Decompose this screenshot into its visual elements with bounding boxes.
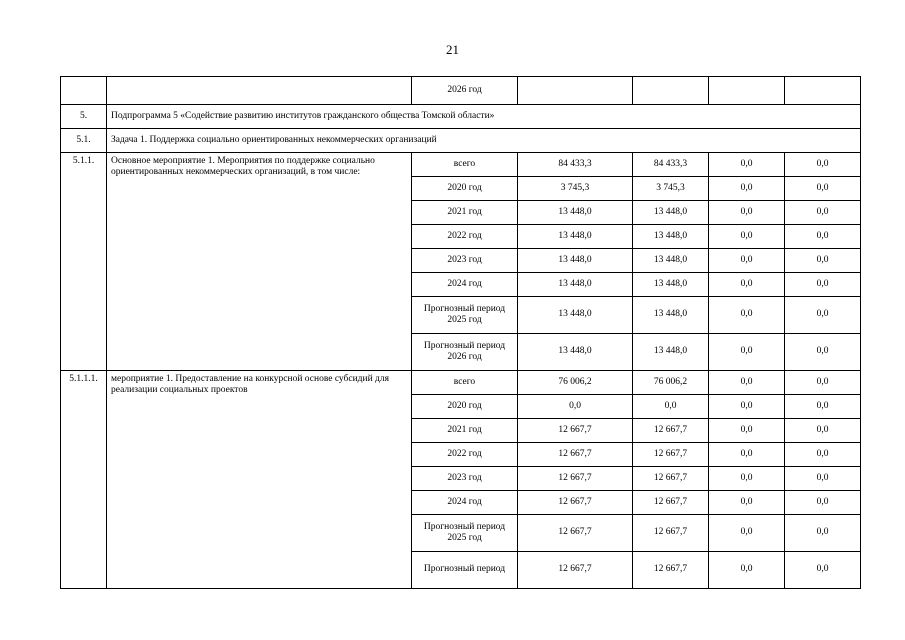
task-number: 5.1. — [61, 129, 107, 153]
item-number: 5.1.1. — [61, 153, 107, 371]
subprogram-row — [61, 105, 861, 129]
total-cell: 13 448,0 — [518, 273, 633, 297]
value-cell: 0,0 — [709, 395, 785, 419]
period-cell: Прогнозный период 2026 год — [412, 334, 518, 371]
total-cell: 3 745,3 — [518, 177, 633, 201]
value-cell: 0,0 — [633, 395, 709, 419]
period-cell: 2024 год — [412, 491, 518, 515]
table-row — [61, 77, 861, 105]
value-cell: 13 448,0 — [633, 249, 709, 273]
value-cell: 12 667,7 — [633, 419, 709, 443]
value-cell: 0,0 — [785, 552, 861, 589]
budget-table — [60, 76, 861, 589]
value-cell: 0,0 — [785, 515, 861, 552]
task-title: Задача 1. Поддержка социально ориентированных некоммерческих организаций — [107, 129, 861, 153]
period-cell: 2024 год — [412, 273, 518, 297]
value-cell: 3 745,3 — [633, 177, 709, 201]
subprogram-title: Подпрограмма 5 «Содействие развитию институтов гражданского общества Томской области» — [107, 105, 861, 129]
value-cell: 0,0 — [785, 297, 861, 334]
value-cell: 0,0 — [709, 419, 785, 443]
total-cell: 76 006,2 — [518, 371, 633, 395]
value-cell: 0,0 — [709, 467, 785, 491]
total-cell: 13 448,0 — [518, 249, 633, 273]
total-cell: 13 448,0 — [518, 201, 633, 225]
value-cell: 13 448,0 — [633, 225, 709, 249]
total-cell: 12 667,7 — [518, 419, 633, 443]
total-cell: 0,0 — [518, 395, 633, 419]
total-cell: 12 667,7 — [518, 515, 633, 552]
value-cell: 0,0 — [709, 334, 785, 371]
value-cell: 0,0 — [785, 334, 861, 371]
value-cell: 13 448,0 — [633, 201, 709, 225]
period-cell: 2021 год — [412, 201, 518, 225]
period-cell: всего — [412, 371, 518, 395]
value-cell: 0,0 — [709, 249, 785, 273]
period-cell: 2022 год — [412, 225, 518, 249]
value-cell: 0,0 — [709, 297, 785, 334]
period-cell: 2021 год — [412, 419, 518, 443]
value-cell: 0,0 — [709, 552, 785, 589]
total-cell: 84 433,3 — [518, 153, 633, 177]
value-cell: 13 448,0 — [633, 334, 709, 371]
total-cell: 13 448,0 — [518, 225, 633, 249]
total-cell: 12 667,7 — [518, 467, 633, 491]
item-number: 5.1.1.1. — [61, 371, 107, 589]
total-cell: 13 448,0 — [518, 297, 633, 334]
value-cell: 0,0 — [785, 467, 861, 491]
period-cell: всего — [412, 153, 518, 177]
value-cell — [709, 77, 785, 105]
period-cell: Прогнозный период — [412, 552, 518, 589]
value-cell: 0,0 — [709, 201, 785, 225]
value-cell: 13 448,0 — [633, 297, 709, 334]
value-cell: 0,0 — [785, 177, 861, 201]
value-cell: 13 448,0 — [633, 273, 709, 297]
value-cell: 0,0 — [709, 153, 785, 177]
item-title: Основное мероприятие 1. Мероприятия по поддержке социально ориентированных некоммерческих организаций, в том числе: — [107, 153, 412, 371]
period-cell: 2023 год — [412, 467, 518, 491]
period-cell: Прогнозный период 2025 год — [412, 515, 518, 552]
total-cell: 12 667,7 — [518, 552, 633, 589]
value-cell: 0,0 — [785, 249, 861, 273]
period-cell: 2023 год — [412, 249, 518, 273]
value-cell: 0,0 — [709, 491, 785, 515]
total-cell: 13 448,0 — [518, 334, 633, 371]
value-cell: 0,0 — [709, 225, 785, 249]
table-row — [61, 371, 861, 395]
value-cell: 0,0 — [785, 225, 861, 249]
total-cell: 12 667,7 — [518, 491, 633, 515]
value-cell: 0,0 — [785, 443, 861, 467]
value-cell: 0,0 — [785, 201, 861, 225]
period-cell: 2026 год — [412, 77, 518, 105]
value-cell: 0,0 — [785, 491, 861, 515]
value-cell — [518, 77, 633, 105]
value-cell: 0,0 — [709, 177, 785, 201]
item-title: мероприятие 1. Предоставление на конкурсной основе субсидий для реализации социальных проектов — [107, 371, 412, 589]
value-cell: 12 667,7 — [633, 467, 709, 491]
value-cell: 0,0 — [785, 153, 861, 177]
value-cell: 0,0 — [709, 443, 785, 467]
period-cell: 2020 год — [412, 395, 518, 419]
value-cell: 12 667,7 — [633, 491, 709, 515]
value-cell: 12 667,7 — [633, 552, 709, 589]
total-cell: 12 667,7 — [518, 443, 633, 467]
value-cell: 76 006,2 — [633, 371, 709, 395]
value-cell: 0,0 — [709, 515, 785, 552]
value-cell: 0,0 — [785, 273, 861, 297]
period-cell: 2020 год — [412, 177, 518, 201]
value-cell — [633, 77, 709, 105]
subprogram-number: 5. — [61, 105, 107, 129]
number-cell — [61, 77, 107, 105]
value-cell: 12 667,7 — [633, 443, 709, 467]
value-cell: 0,0 — [785, 371, 861, 395]
value-cell: 0,0 — [709, 273, 785, 297]
value-cell: 0,0 — [785, 395, 861, 419]
value-cell: 12 667,7 — [633, 515, 709, 552]
period-cell: 2022 год — [412, 443, 518, 467]
description-cell — [107, 77, 412, 105]
task-row — [61, 129, 861, 153]
page-number: 21 — [446, 42, 459, 57]
table-row — [61, 153, 861, 177]
period-cell: Прогнозный период 2025 год — [412, 297, 518, 334]
value-cell: 84 433,3 — [633, 153, 709, 177]
value-cell: 0,0 — [785, 419, 861, 443]
value-cell: 0,0 — [709, 371, 785, 395]
value-cell — [785, 77, 861, 105]
